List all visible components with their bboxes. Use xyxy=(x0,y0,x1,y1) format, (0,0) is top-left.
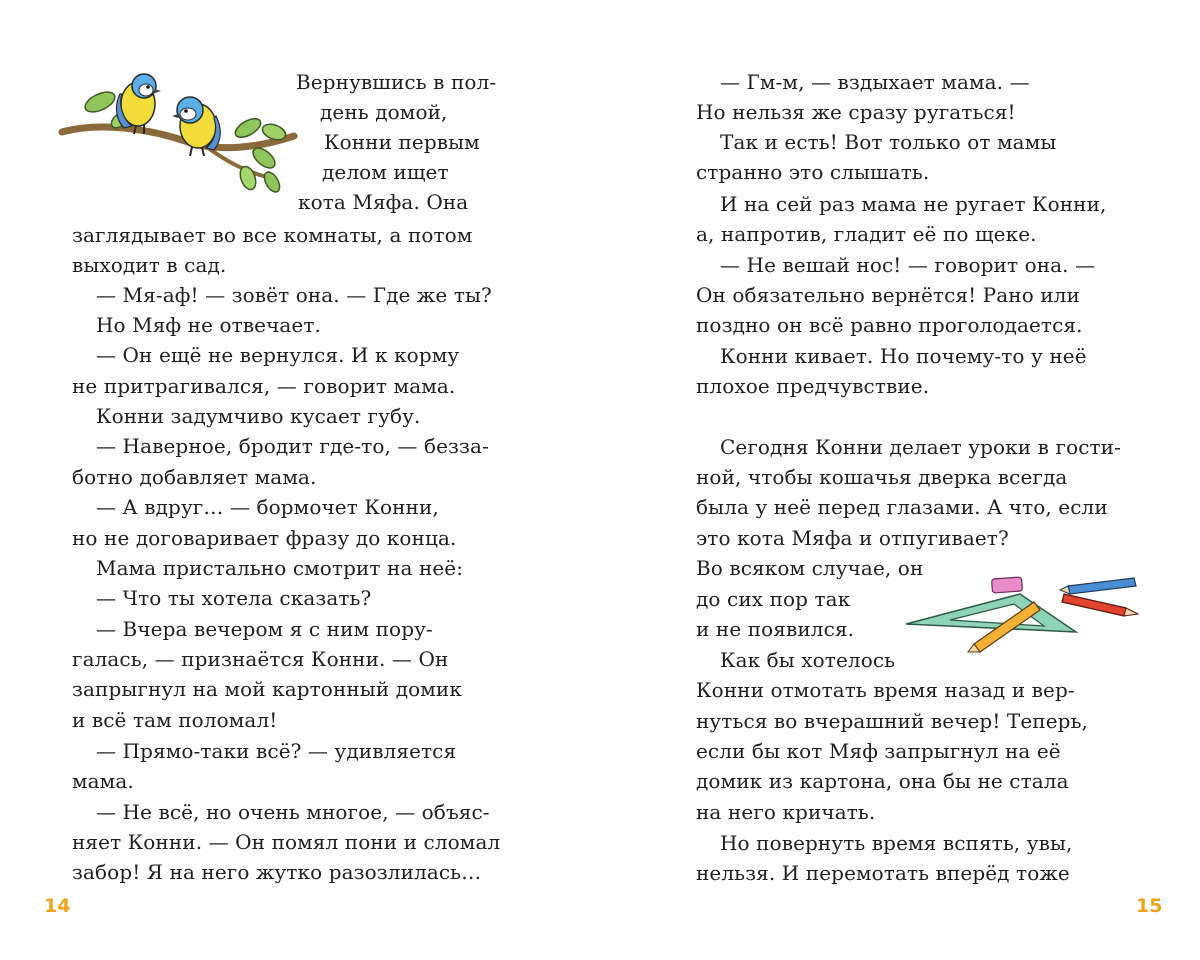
text-line: была у неё перед глазами. А что, если xyxy=(696,495,1108,519)
ruler-pencils-eraser-illustration xyxy=(900,572,1144,654)
text-line: — Не вешай нос! — говорит она. — xyxy=(720,253,1096,277)
text-line: до сих пор так xyxy=(696,587,851,611)
text-line: — Что ты хотела сказать? xyxy=(96,586,372,610)
text-line: — Гм-м, — вздыхает мама. — xyxy=(720,70,1030,94)
text-line: Во всяком случае, он xyxy=(696,556,924,580)
text-line: Сегодня Конни делает уроки в гости- xyxy=(720,435,1121,459)
text-line: — Он ещё не вернулся. И к корму xyxy=(96,343,460,367)
text-line: няет Конни. — Он помял пони и сломал xyxy=(72,830,501,854)
page-number: 14 xyxy=(44,895,71,917)
text-line: на него кричать. xyxy=(696,800,876,824)
text-line: домик из картона, она бы не стала xyxy=(696,769,1069,793)
text-line: запрыгнул на мой картонный домик xyxy=(72,677,462,701)
text-line: — Вчера вечером я с ним пору- xyxy=(96,617,433,641)
text-line: Мама пристально смотрит на неё: xyxy=(96,556,464,580)
text-line: И на сей раз мама не ругает Конни, xyxy=(720,192,1107,216)
text-line: Но нельзя же сразу ругаться! xyxy=(696,100,1016,124)
text-line: нельзя. И перемотать вперёд тоже xyxy=(696,861,1070,885)
text-line: Конни задумчиво кусает губу. xyxy=(96,404,421,428)
text-line: Как бы хотелось xyxy=(720,648,896,672)
text-line: не притрагивался, — говорит мама. xyxy=(72,374,456,398)
text-line: — Наверное, бродит где-то, — безза- xyxy=(96,434,489,458)
text-line: Он обязательно вернётся! Рано или xyxy=(696,283,1080,307)
text-line: и не появился. xyxy=(696,617,855,641)
text-line: заглядывает во все комнаты, а потом xyxy=(72,223,473,247)
text-line: Так и есть! Вот только от мамы xyxy=(720,130,1057,154)
text-line: кота Мяфа. Она xyxy=(298,190,469,214)
text-line: Конни отмотать время назад и вер- xyxy=(696,678,1075,702)
right-page xyxy=(600,0,1200,960)
text-line: плохое предчувствие. xyxy=(696,374,930,398)
text-line: странно это слышать. xyxy=(696,160,930,184)
page-number: 15 xyxy=(1136,895,1163,917)
text-line: ботно добавляет мама. xyxy=(72,465,317,489)
text-line: ной, чтобы кошачья дверка всегда xyxy=(696,465,1068,489)
text-line: это кота Мяфа и отпугивает? xyxy=(696,526,1009,550)
birds-on-branch-illustration xyxy=(58,70,300,200)
text-line: — А вдруг… — бормочет Конни, xyxy=(96,495,439,519)
text-line: день домой, xyxy=(320,100,448,124)
text-line: Конни первым xyxy=(324,130,480,154)
text-line: забор! Я на него жутко разозлилась… xyxy=(72,860,482,884)
text-line: но не договаривает фразу до конца. xyxy=(72,526,457,550)
text-line: — Прямо-таки всё? — удивляется xyxy=(96,739,457,763)
text-line: Конни кивает. Но почему-то у неё xyxy=(720,344,1087,368)
text-line: а, напротив, гладит её по щеке. xyxy=(696,222,1037,246)
text-line: Но повернуть время вспять, увы, xyxy=(720,831,1073,855)
text-line: — Мя-аф! — зовёт она. — Где же ты? xyxy=(96,283,492,307)
text-line: мама. xyxy=(72,769,134,793)
text-line: Вернувшись в пол- xyxy=(296,70,497,94)
text-line: Но Мяф не отвечает. xyxy=(96,313,321,337)
text-line: нуться во вчерашний вечер! Теперь, xyxy=(696,709,1089,733)
text-line: если бы кот Мяф запрыгнул на её xyxy=(696,739,1061,763)
text-line: делом ищет xyxy=(322,160,449,184)
text-line: — Не всё, но очень многое, — объяс- xyxy=(96,800,490,824)
text-line: и всё там поломал! xyxy=(72,708,278,732)
text-line: выходит в сад. xyxy=(72,253,227,277)
text-line: поздно он всё равно проголодается. xyxy=(696,313,1083,337)
text-line: галась, — признаётся Конни. — Он xyxy=(72,647,449,671)
